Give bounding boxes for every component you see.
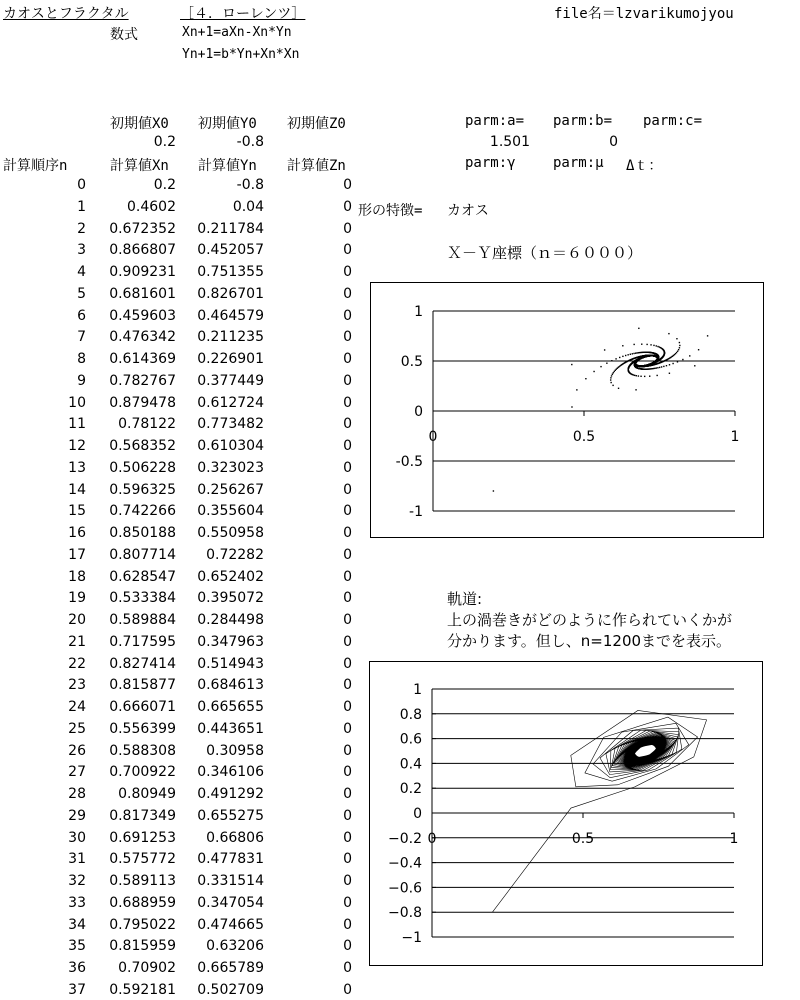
scatter-point xyxy=(640,376,641,377)
cell-n: 21 xyxy=(68,633,86,650)
cell-y: 0.826701 xyxy=(197,285,264,302)
cell-y: 0.751355 xyxy=(197,264,264,280)
initial-y-label: 初期値Y0 xyxy=(198,116,257,132)
cell-x: 0.700922 xyxy=(109,764,176,781)
cell-y: 0.610304 xyxy=(197,438,264,454)
param-mu-label: parm:μ xyxy=(553,155,604,171)
cell-z: 0 xyxy=(343,655,352,672)
cell-n: 26 xyxy=(68,742,86,759)
cell-y: 0.665789 xyxy=(197,960,264,976)
cell-n: 3 xyxy=(77,242,86,259)
scatter-point xyxy=(656,375,657,376)
cell-z: 0 xyxy=(343,981,352,998)
xy-scatter-svg xyxy=(371,283,763,537)
cell-y: 0.474665 xyxy=(197,916,264,933)
file-name: file名＝lzvarikumojyou xyxy=(554,6,734,22)
y-tick-label: 0 xyxy=(414,404,423,420)
cell-x: 0.589113 xyxy=(109,873,176,889)
scatter-point xyxy=(610,382,611,383)
cell-y: 0.377449 xyxy=(197,372,264,389)
scatter-point xyxy=(618,388,619,389)
formula-line-2: Yn+1=b*Yn+Xn*Xn xyxy=(182,47,300,62)
cell-n: 4 xyxy=(77,264,86,280)
cell-y: 0.477831 xyxy=(197,851,264,868)
cell-x: 0.628547 xyxy=(109,568,176,585)
y-tick-label: -0.5 xyxy=(395,454,423,470)
cell-x: 0.476342 xyxy=(109,329,176,346)
scatter-point xyxy=(585,378,586,379)
x-tick-label: 0 xyxy=(428,429,438,445)
formula-line-1: Xn+1=aXn-Xn*Yn xyxy=(182,25,292,40)
cell-z: 0 xyxy=(343,220,352,237)
scatter-point xyxy=(635,389,636,390)
scatter-point xyxy=(615,358,616,359)
cell-y: 0.30958 xyxy=(206,742,264,759)
cell-y: 0.550958 xyxy=(197,525,264,541)
cell-x: 0.691253 xyxy=(109,829,176,846)
scatter-point xyxy=(630,354,631,355)
cell-y: 0.66806 xyxy=(206,829,264,846)
cell-x: 0.795022 xyxy=(109,916,176,933)
cell-y: 0.347963 xyxy=(197,633,264,650)
cell-x: 0.681601 xyxy=(109,285,176,302)
cell-z: 0 xyxy=(343,807,352,824)
xy-scatter-chart xyxy=(370,282,764,538)
cell-n: 37 xyxy=(68,981,86,998)
param-dt-label: Δｔ： xyxy=(626,158,663,174)
app-title: カオスとフラクタル xyxy=(3,6,129,22)
scatter-point xyxy=(656,367,657,368)
cell-n: 17 xyxy=(68,546,86,563)
scatter-point xyxy=(611,360,612,361)
cell-z: 0 xyxy=(343,416,352,433)
col-header-x: 計算値Xn xyxy=(110,158,169,174)
scatter-point xyxy=(676,338,677,339)
scatter-point xyxy=(606,363,607,364)
cell-x: 0.575772 xyxy=(109,851,176,868)
cell-x: 0.672352 xyxy=(109,220,176,237)
scatter-point xyxy=(638,375,639,376)
cell-z: 0 xyxy=(343,786,352,802)
cell-z: 0 xyxy=(343,829,352,846)
cell-n: 23 xyxy=(68,677,86,694)
param-b-value: 0 xyxy=(609,134,618,150)
scatter-point xyxy=(619,357,620,358)
cell-z: 0 xyxy=(343,177,352,193)
scatter-point xyxy=(644,376,645,377)
cell-y: 0.211784 xyxy=(197,220,264,237)
cell-n: 18 xyxy=(68,568,86,585)
scatter-point xyxy=(612,374,613,375)
scatter-point xyxy=(663,366,664,367)
cell-x: 0.2 xyxy=(153,177,176,193)
cell-z: 0 xyxy=(343,459,352,476)
cell-y: 0.346106 xyxy=(197,764,264,781)
cell-n: 34 xyxy=(68,916,86,933)
cell-x: 0.596325 xyxy=(109,481,176,498)
cell-z: 0 xyxy=(343,633,352,650)
scatter-point xyxy=(625,355,626,356)
cell-x: 0.78122 xyxy=(118,416,176,433)
col-header-z: 計算値Zn xyxy=(287,158,346,174)
cell-n: 27 xyxy=(68,764,86,781)
cell-z: 0 xyxy=(343,699,352,715)
scatter-point xyxy=(610,377,611,378)
scatter-point xyxy=(604,349,605,350)
cell-x: 0.70902 xyxy=(118,960,176,976)
initial-x-label: 初期値X0 xyxy=(110,116,169,132)
initial-z-label: 初期値Z0 xyxy=(287,116,346,132)
cell-z: 0 xyxy=(343,764,352,781)
cell-n: 29 xyxy=(68,807,86,824)
scatter-point xyxy=(682,359,683,360)
col-header-n: 計算順序n xyxy=(3,158,68,174)
cell-x: 0.80949 xyxy=(118,786,176,802)
scatter-point xyxy=(633,353,634,354)
scatter-point xyxy=(650,344,651,345)
cell-y: 0.502709 xyxy=(197,981,264,998)
cell-n: 2 xyxy=(77,220,86,237)
scatter-point xyxy=(646,344,647,345)
cell-z: 0 xyxy=(343,568,352,585)
cell-n: 11 xyxy=(68,416,86,433)
scatter-point xyxy=(679,342,680,343)
cell-z: 0 xyxy=(343,307,352,324)
scatter-point xyxy=(641,343,642,344)
chart1-title: Ｘ－Ｙ座標（ｎ＝６０００） xyxy=(447,244,643,262)
cell-x: 0.459603 xyxy=(109,307,176,324)
cell-z: 0 xyxy=(343,242,352,259)
cell-x: 0.717595 xyxy=(109,633,176,650)
scatter-point xyxy=(654,368,655,369)
scatter-point xyxy=(666,365,667,366)
scatter-point xyxy=(678,349,679,350)
formula-label: 数式 xyxy=(110,27,138,43)
cell-x: 0.568352 xyxy=(109,438,176,454)
cell-y: 0.355604 xyxy=(197,503,264,520)
cell-z: 0 xyxy=(343,394,352,411)
cell-y: 0.395072 xyxy=(197,590,264,607)
scatter-point xyxy=(632,353,633,354)
cell-n: 25 xyxy=(68,720,86,737)
cell-x: 0.589884 xyxy=(109,612,176,628)
y-tick-label: 0.5 xyxy=(400,354,423,370)
scatter-point xyxy=(612,385,613,386)
scatter-point xyxy=(611,375,612,376)
scatter-point xyxy=(661,366,662,367)
scatter-point xyxy=(571,406,572,407)
y-tick-label: -1 xyxy=(409,504,423,520)
cell-y: 0.514943 xyxy=(197,655,264,672)
scatter-point xyxy=(571,364,572,365)
cell-y: 0.612724 xyxy=(197,394,264,411)
scatter-point xyxy=(694,365,695,366)
scatter-point xyxy=(668,333,669,334)
cell-z: 0 xyxy=(343,677,352,694)
cell-z: 0 xyxy=(343,894,352,911)
cell-z: 0 xyxy=(343,938,352,955)
cell-z: 0 xyxy=(343,525,352,541)
cell-z: 0 xyxy=(343,720,352,737)
cell-x: 0.4602 xyxy=(127,198,176,215)
cell-y: 0.226901 xyxy=(197,351,264,367)
scatter-point xyxy=(698,349,699,350)
cell-z: 0 xyxy=(343,264,352,280)
cell-z: 0 xyxy=(343,503,352,520)
cell-n: 16 xyxy=(68,525,86,541)
cell-z: 0 xyxy=(343,438,352,454)
scatter-point xyxy=(633,344,634,345)
cell-x: 0.879478 xyxy=(109,394,176,411)
cell-y: 0.347054 xyxy=(197,894,264,911)
y-tick-label: 1 xyxy=(414,304,423,320)
cell-y: 0.684613 xyxy=(197,677,264,694)
cell-n: 35 xyxy=(68,938,86,955)
cell-y: 0.323023 xyxy=(197,459,264,476)
cell-x: 0.506228 xyxy=(109,459,176,476)
cell-n: 13 xyxy=(68,459,86,476)
cell-z: 0 xyxy=(343,198,352,215)
param-c-label: parm:c= xyxy=(643,113,703,129)
initial-y-value: -0.8 xyxy=(236,134,264,150)
cell-z: 0 xyxy=(343,590,352,607)
cell-y: 0.284498 xyxy=(197,612,264,628)
cell-x: 0.533384 xyxy=(109,590,176,607)
cell-y: 0.72282 xyxy=(206,546,264,563)
cell-n: 15 xyxy=(68,503,86,520)
cell-y: 0.63206 xyxy=(206,938,264,955)
cell-z: 0 xyxy=(343,960,352,976)
cell-y: 0.773482 xyxy=(197,416,264,433)
x-tick-label: 0.5 xyxy=(572,429,596,445)
cell-y: 0.464579 xyxy=(197,307,264,324)
scatter-point xyxy=(657,346,658,347)
cell-z: 0 xyxy=(343,873,352,889)
scatter-point xyxy=(638,328,639,329)
col-header-y: 計算値Yn xyxy=(198,158,257,174)
cell-n: 7 xyxy=(77,329,86,346)
scatter-point xyxy=(634,375,635,376)
scatter-point xyxy=(659,367,660,368)
cell-z: 0 xyxy=(343,612,352,628)
cell-z: 0 xyxy=(343,372,352,389)
cell-n: 28 xyxy=(68,786,86,802)
param-a-value: 1.501 xyxy=(489,134,530,150)
cell-y: 0.04 xyxy=(232,198,264,215)
cell-y: 0.331514 xyxy=(197,873,264,889)
scatter-point xyxy=(576,389,577,390)
cell-x: 0.807714 xyxy=(109,546,176,563)
cell-n: 36 xyxy=(68,960,86,976)
cell-n: 1 xyxy=(77,198,86,215)
cell-x: 0.666071 xyxy=(109,699,176,715)
cell-n: 14 xyxy=(68,481,86,498)
cell-x: 0.688959 xyxy=(109,894,176,911)
scatter-point xyxy=(622,356,623,357)
cell-x: 0.815877 xyxy=(109,677,176,694)
cell-x: 0.827414 xyxy=(109,655,176,672)
cell-x: 0.742266 xyxy=(109,503,176,520)
cell-y: 0.652402 xyxy=(197,568,264,585)
param-gamma-label: parm:γ xyxy=(465,155,516,171)
scatter-point xyxy=(679,345,680,346)
scatter-point xyxy=(600,366,601,367)
cell-n: 20 xyxy=(68,612,86,628)
scatter-point xyxy=(679,347,680,348)
cell-z: 0 xyxy=(343,916,352,933)
cell-y: 0.452057 xyxy=(197,242,264,259)
cell-n: 0 xyxy=(77,177,86,193)
scatter-point xyxy=(669,364,670,365)
scatter-point xyxy=(649,376,650,377)
cell-y: 0.256267 xyxy=(197,481,264,498)
cell-x: 0.866807 xyxy=(109,242,176,259)
scatter-point xyxy=(493,490,494,491)
cell-x: 0.909231 xyxy=(109,264,176,280)
scatter-point xyxy=(657,367,658,368)
cell-z: 0 xyxy=(343,742,352,759)
scatter-point xyxy=(627,354,628,355)
scatter-point xyxy=(635,352,636,353)
cell-y: 0.443651 xyxy=(197,720,264,737)
cell-x: 0.850188 xyxy=(109,525,176,541)
cell-n: 9 xyxy=(77,372,86,389)
cell-x: 0.556399 xyxy=(109,720,176,737)
scatter-point xyxy=(593,371,594,372)
cell-y: 0.655275 xyxy=(197,807,264,824)
scatter-point xyxy=(672,363,673,364)
scatter-point xyxy=(622,345,623,346)
cell-z: 0 xyxy=(343,851,352,868)
cell-n: 30 xyxy=(68,829,86,846)
cell-n: 32 xyxy=(68,873,86,889)
cell-n: 10 xyxy=(68,394,86,411)
scatter-point xyxy=(636,352,637,353)
scatter-point xyxy=(669,373,670,374)
scatter-point xyxy=(677,361,678,362)
cell-y: 0.491292 xyxy=(197,786,264,802)
scatter-point xyxy=(636,375,637,376)
section-title: ［４．ローレンツ］ xyxy=(180,6,306,22)
cell-x: 0.592181 xyxy=(109,981,176,998)
scatter-point xyxy=(656,345,657,346)
x-tick-label: 1 xyxy=(730,429,740,445)
cell-x: 0.614369 xyxy=(109,351,176,367)
cell-z: 0 xyxy=(343,546,352,563)
cell-y: 0.665655 xyxy=(197,699,264,715)
cell-n: 19 xyxy=(68,590,86,607)
feature-label: 形の特徴= xyxy=(358,203,423,219)
cell-x: 0.588308 xyxy=(109,742,176,759)
cell-n: 12 xyxy=(68,438,86,454)
initial-x-value: 0.2 xyxy=(153,134,176,150)
cell-y: 0.211235 xyxy=(197,329,264,346)
cell-n: 33 xyxy=(68,894,86,911)
feature-value: カオス xyxy=(447,203,489,219)
cell-n: 5 xyxy=(77,285,86,302)
cell-x: 0.817349 xyxy=(109,807,176,824)
scatter-point xyxy=(613,372,614,373)
scatter-point xyxy=(653,345,654,346)
cell-z: 0 xyxy=(343,481,352,498)
cell-x: 0.815959 xyxy=(109,938,176,955)
param-b-label: parm:b= xyxy=(553,113,613,129)
cell-z: 0 xyxy=(343,329,352,346)
scatter-point xyxy=(689,355,690,356)
scatter-point xyxy=(610,379,611,380)
cell-n: 24 xyxy=(68,699,86,715)
cell-y: -0.8 xyxy=(236,177,264,193)
cell-n: 6 xyxy=(77,307,86,324)
param-a-label: parm:a= xyxy=(465,113,525,129)
cell-n: 8 xyxy=(77,351,86,367)
scatter-point xyxy=(677,351,678,352)
cell-z: 0 xyxy=(343,285,352,302)
cell-n: 31 xyxy=(68,851,86,868)
cell-n: 22 xyxy=(68,655,86,672)
scatter-point xyxy=(707,335,708,336)
cell-z: 0 xyxy=(343,351,352,367)
cell-x: 0.782767 xyxy=(109,372,176,389)
